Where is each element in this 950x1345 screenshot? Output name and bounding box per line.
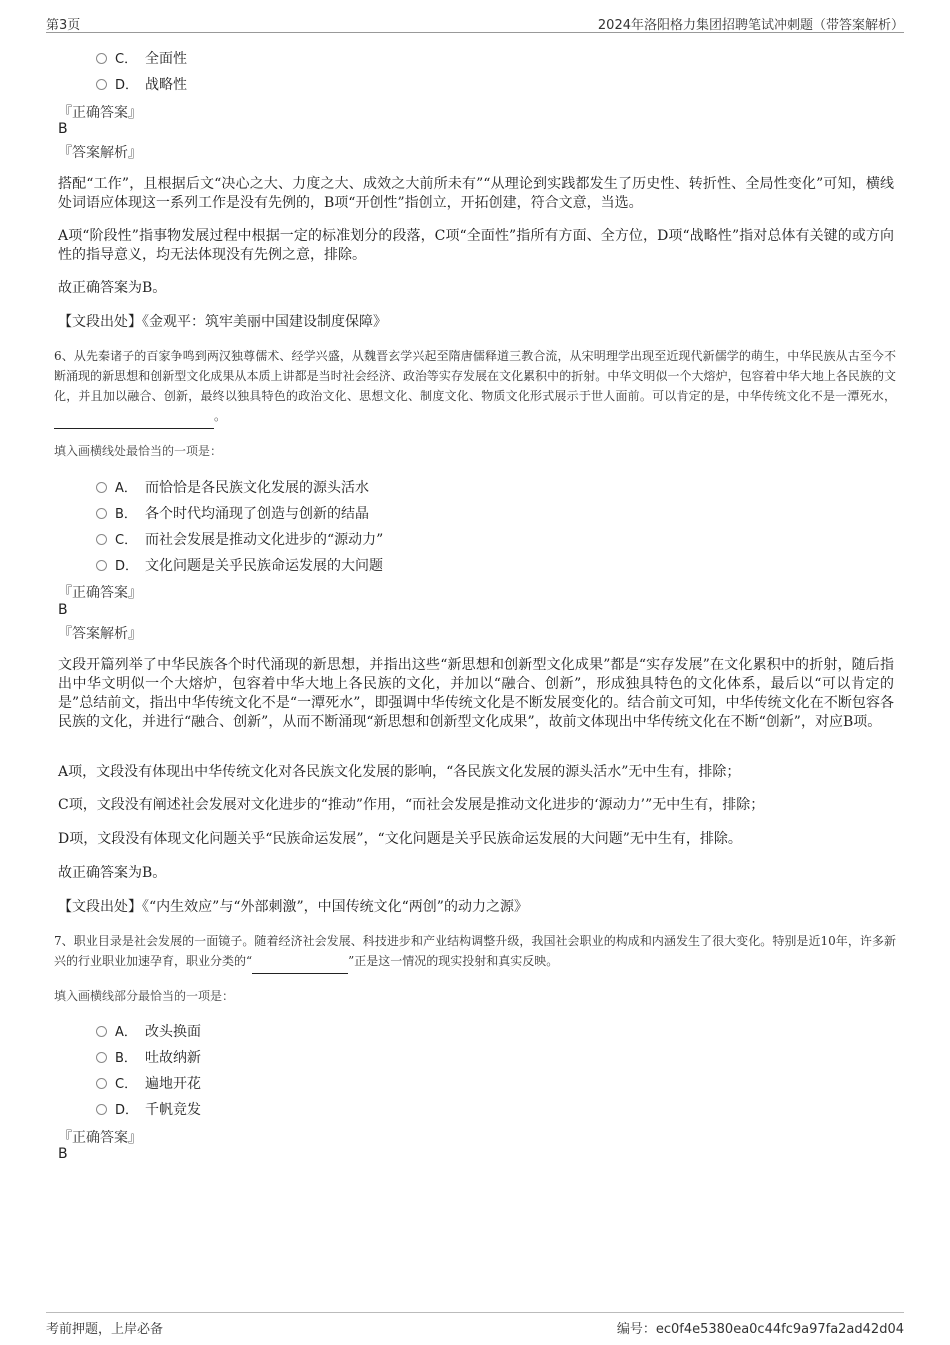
radio-icon[interactable] (96, 534, 107, 545)
q6-option-b[interactable]: B． 各个时代均涌现了创造与创新的结晶 (96, 503, 369, 523)
q5-answer: B (58, 121, 68, 137)
q6-analysis-p3: C项，文段没有阐述社会发展对文化进步的“推动”作用，“而社会发展是推动文化进步的‘源动力’”无中生有，排除； (58, 797, 765, 813)
q6-analysis-p4: D项，文段没有体现文化问题关乎“民族命运发展”，“文化问题是关乎民族命运发展的大问题”无中生有，排除。 (58, 831, 742, 847)
radio-icon[interactable] (96, 1052, 107, 1063)
q6-answer-label: 『正确答案』 (58, 585, 142, 601)
q7-answer-label: 『正确答案』 (58, 1130, 142, 1146)
q6-analysis-p5: 故正确答案为B。 (58, 865, 167, 881)
q7-option-b[interactable]: B． 吐故纳新 (96, 1047, 201, 1067)
q6-stem: 6、从先秦诸子的百家争鸣到两汉独尊儒术、经学兴盛，从魏晋玄学兴起至隋唐儒释道三教合流，从宋明理学出现至近现代新儒学的萌生，中华民族从古至今不断涌现的新思想和创新型文化成果从本质上讲都是当时社会经济、政治等实存发展在文化累积中的折射。中华文明似一个大熔炉，包容着中华大地上各民族的文化，并且加以融合、创新，最终以独具特色的政治文化、思想文化、制度文化、物质文化形式展示于世人面前。可以肯定的是，中华传统文化不是一潭死水， 。 (54, 346, 896, 429)
q6-analysis-label: 『答案解析』 (58, 626, 142, 642)
radio-icon[interactable] (96, 482, 107, 493)
q6-option-a[interactable]: A． 而恰恰是各民族文化发展的源头活水 (96, 477, 369, 497)
q7-option-d[interactable]: D． 千帆竞发 (96, 1099, 201, 1119)
page-number: 第3页 (46, 18, 81, 33)
q7-answer: B (58, 1146, 68, 1162)
radio-icon[interactable] (96, 1104, 107, 1115)
q5-analysis-p3: 故正确答案为B。 (58, 280, 167, 296)
radio-icon[interactable] (96, 53, 107, 64)
radio-icon[interactable] (96, 508, 107, 519)
q6-analysis-p1: 文段开篇列举了中华民族各个时代涌现的新思想，并指出这些“新思想和创新型文化成果”都是“实存发展”在文化累积中的折射，随后指出中华文明似一个大熔炉，包容着中华大地上各民族的文化，并加以“融合、创新”，形成独具特色的文化体系，最后以“可以肯定的是”总结前文，指出中华传统文化不是“一潭死水”，即强调中华传统文化是不断发展变化的。结合前文可知，中华传统文化在不断包容各民族的文化，并进行“融合、创新”，从而不断涌现“新思想和创新型文化成果”，故前文体现出中华传统文化在不断“创新”，对应B项。 (58, 657, 894, 730)
radio-icon[interactable] (96, 560, 107, 571)
q6-source: 【文段出处】《“内生效应”与“外部刺激”，中国传统文化“两创”的动力之源》 (58, 899, 528, 915)
q6-answer: B (58, 602, 68, 618)
q5-analysis-p1: 搭配“工作”，且根据后文“决心之大、力度之大、成效之大前所未有”“从理论到实践都发生了历史性、转折性、全局性变化”可知，横线处词语应体现这一系列工作是没有先例的，B项“开创性”指创立，开拓创建，符合文意，当选。 (58, 176, 894, 211)
q6-option-c[interactable]: C． 而社会发展是推动文化进步的“源动力” (96, 529, 383, 549)
q5-answer-label: 『正确答案』 (58, 105, 142, 121)
radio-icon[interactable] (96, 1026, 107, 1037)
q5-option-d[interactable]: D． 战略性 (96, 74, 187, 94)
document-id: 编号：ec0f4e5380ea0c44fc9a97fa2ad42d04 (616, 1322, 904, 1337)
page-footer (46, 1312, 904, 1337)
q7-option-c[interactable]: C． 遍地开花 (96, 1073, 201, 1093)
footer-slogan: 考前押题，上岸必备 (46, 1322, 164, 1337)
q7-option-a[interactable]: A． 改头换面 (96, 1021, 201, 1041)
q7-stem: 7、职业目录是社会发展的一面镜子。随着经济社会发展、科技进步和产业结构调整升级，我国社会职业的构成和内涵发生了很大变化。特别是近10年，许多新兴的行业职业加速孕育，职业分类的“ ”正是这一情况的现实投射和真实反映。 (54, 931, 896, 974)
fill-blank (252, 953, 348, 974)
radio-icon[interactable] (96, 79, 107, 90)
page-header (46, 10, 904, 33)
q5-option-c[interactable]: C． 全面性 (96, 48, 187, 68)
q6-analysis-p2: A项，文段没有体现出中华传统文化对各民族文化发展的影响，“各民族文化发展的源头活水”无中生有，排除； (58, 764, 741, 780)
radio-icon[interactable] (96, 1078, 107, 1089)
q7-fill-prompt: 填入画横线部分最恰当的一项是： (54, 989, 235, 1003)
q5-source: 【文段出处】《金观平：筑牢美丽中国建设制度保障》 (58, 314, 387, 330)
fill-blank (54, 408, 214, 429)
q6-option-d[interactable]: D． 文化问题是关乎民族命运发展的大问题 (96, 555, 383, 575)
q6-fill-prompt: 填入画横线处最恰当的一项是： (54, 444, 223, 458)
document-title: 2024年洛阳格力集团招聘笔试冲刺题（带答案解析） (597, 18, 904, 33)
q5-analysis-p2: A项“阶段性”指事物发展过程中根据一定的标准划分的段落，C项“全面性”指所有方面、全方位，D项“战略性”指对总体有关键的或方向性的指导意义，均无法体现没有先例之意，排除。 (58, 228, 894, 263)
q5-analysis-label: 『答案解析』 (58, 145, 142, 161)
